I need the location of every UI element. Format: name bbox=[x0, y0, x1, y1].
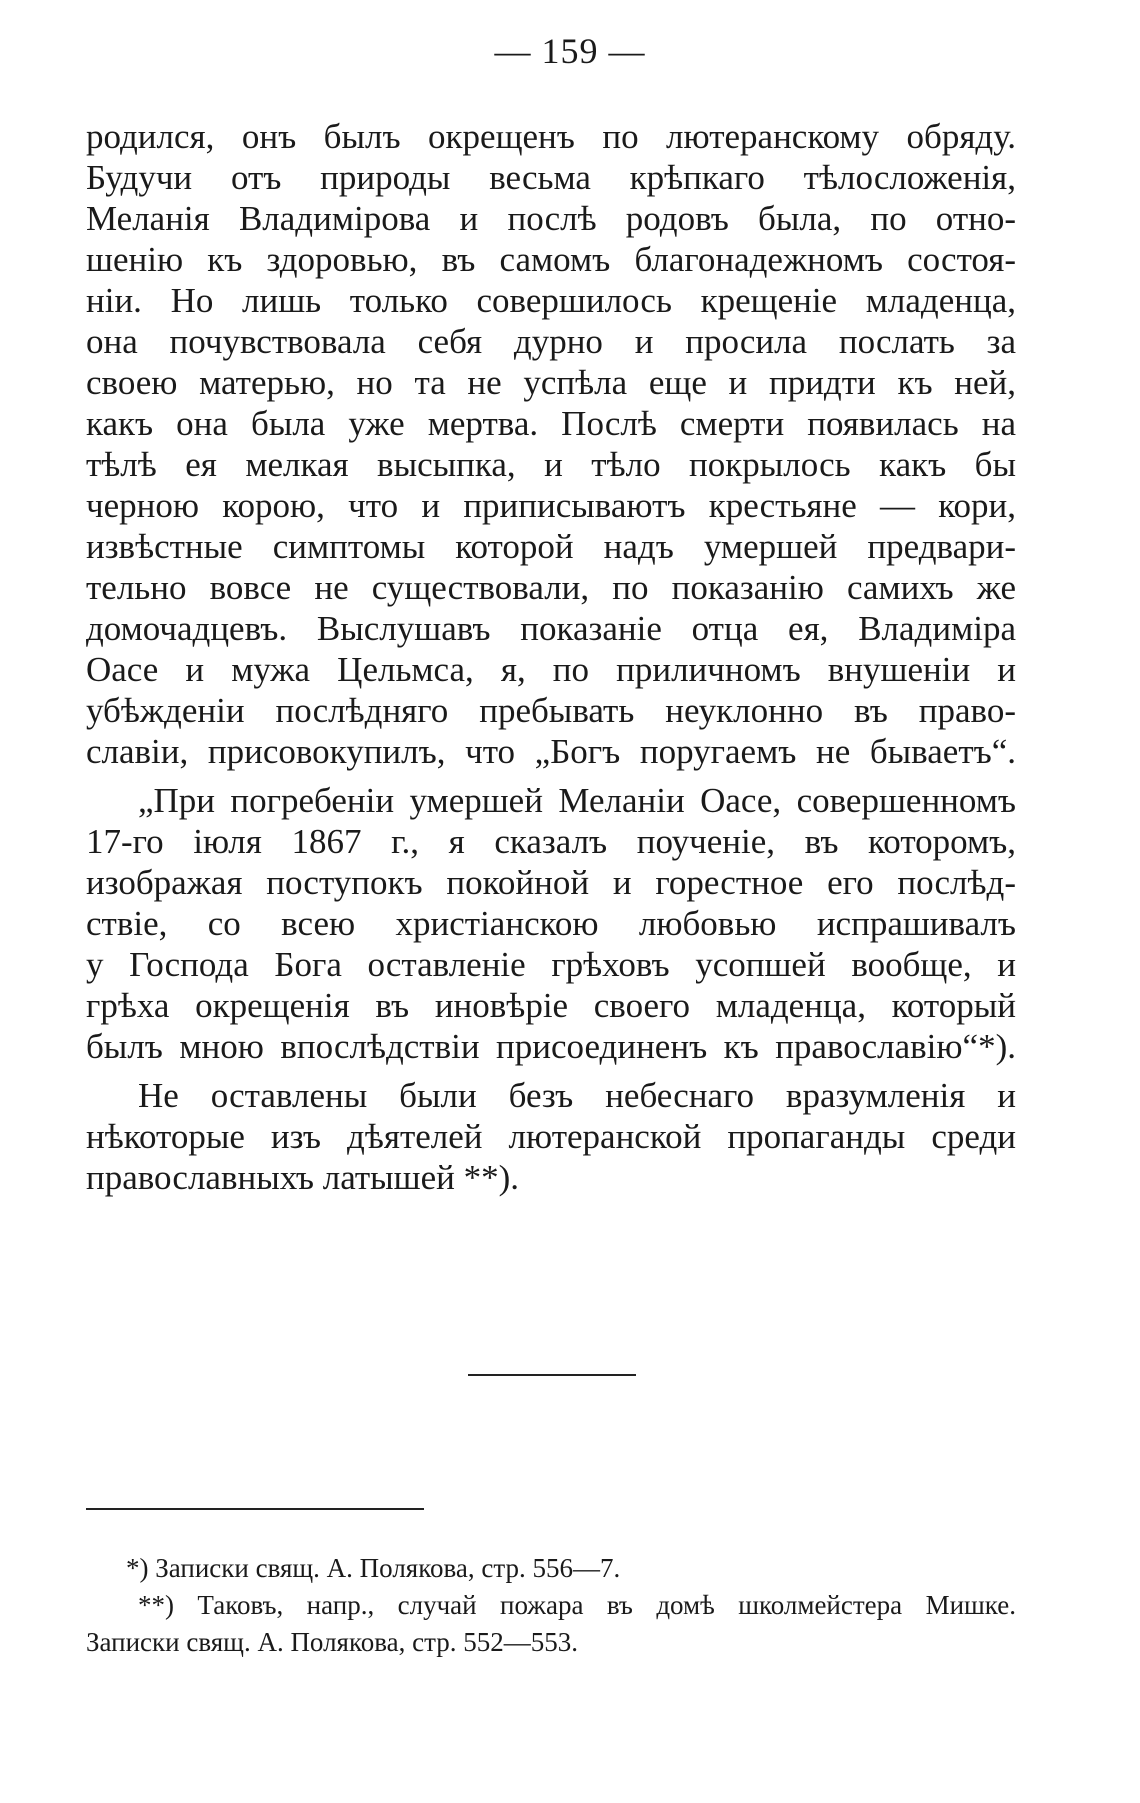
text-line: черною корою, что и приписываютъ крестьяне — кори, bbox=[86, 486, 1016, 525]
text-line: убѣжденіи послѣдняго пребывать неуклонно въ право- bbox=[86, 691, 1016, 730]
page-number: — 159 — bbox=[494, 31, 646, 71]
text-line: „При погребеніи умершей Меланіи Оасе, совершенномъ bbox=[138, 781, 1016, 820]
text-line: тѣлѣ ея мелкая высыпка, и тѣло покрылось какъ бы bbox=[86, 445, 1016, 484]
footnote-2-continuation: Записки свящ. А. Полякова, стр. 552—553. bbox=[86, 1627, 578, 1657]
text-line: нѣкоторые изъ дѣятелей лютеранской пропаганды среди bbox=[86, 1117, 1016, 1156]
text-line: Будучи отъ природы весьма крѣпкаго тѣлосложенія, bbox=[86, 158, 1016, 197]
text-line: православныхъ латышей **). bbox=[86, 1158, 520, 1197]
text-line: шенію къ здоровью, въ самомъ благонадежномъ состоя- bbox=[86, 240, 1016, 279]
footnote-separator bbox=[86, 1508, 424, 1510]
text-line: грѣха окрещенія въ иновѣріе своего младенца, который bbox=[86, 986, 1016, 1025]
text-line: родился, онъ былъ окрещенъ по лютеранскому обряду. bbox=[86, 117, 1016, 156]
text-line: былъ мною впослѣдствіи присоединенъ къ православію“*). bbox=[86, 1027, 1016, 1066]
text-line: изображая поступокъ покойной и горестное его послѣд- bbox=[86, 863, 1016, 902]
footnote-1: *) Записки свящ. А. Полякова, стр. 556—7. bbox=[126, 1553, 621, 1583]
text-line: тельно вовсе не существовали, по показанію самихъ же bbox=[86, 568, 1016, 607]
text-line: ніи. Но лишь только совершилось крещеніе младенца, bbox=[86, 281, 1016, 320]
text-line: Не оставлены были безъ небеснаго вразумленія и bbox=[138, 1076, 1016, 1115]
section-divider bbox=[468, 1374, 636, 1376]
paragraph-1 bbox=[86, 116, 1016, 772]
main-text bbox=[86, 116, 1016, 1198]
text-line: какъ она была уже мертва. Послѣ смерти появилась на bbox=[86, 404, 1016, 443]
paragraph-2-quote bbox=[86, 780, 1016, 1067]
text-line: славіи, присовокупилъ, что „Богъ поругаемъ не бываетъ“. bbox=[86, 732, 1016, 771]
text-line: Оасе и мужа Цельмса, я, по приличномъ внушеніи и bbox=[86, 650, 1016, 689]
paragraph-3 bbox=[86, 1075, 1016, 1198]
footnote-2: **) Таковъ, напр., случай пожара въ домѣ школмейстера Мишке. bbox=[138, 1590, 1016, 1620]
text-line: извѣстные симптомы которой надъ умершей предвари- bbox=[86, 527, 1016, 566]
text-line: 17-го іюля 1867 г., я сказалъ поученіе, въ которомъ, bbox=[86, 822, 1016, 861]
text-line: она почувствовала себя дурно и просила послать за bbox=[86, 322, 1016, 361]
text-line: Меланія Владимірова и послѣ родовъ была, по отно- bbox=[86, 199, 1016, 238]
text-line: своею матерью, но та не успѣла еще и придти къ ней, bbox=[86, 363, 1016, 402]
text-line: ствіе, со всею христіанскою любовью испрашивалъ bbox=[86, 904, 1016, 943]
text-line: домочадцевъ. Выслушавъ показаніе отца ея, Владиміра bbox=[86, 609, 1016, 648]
text-line: у Господа Бога оставленіе грѣховъ усопшей вообще, и bbox=[86, 945, 1016, 984]
footnotes bbox=[86, 1550, 1016, 1661]
